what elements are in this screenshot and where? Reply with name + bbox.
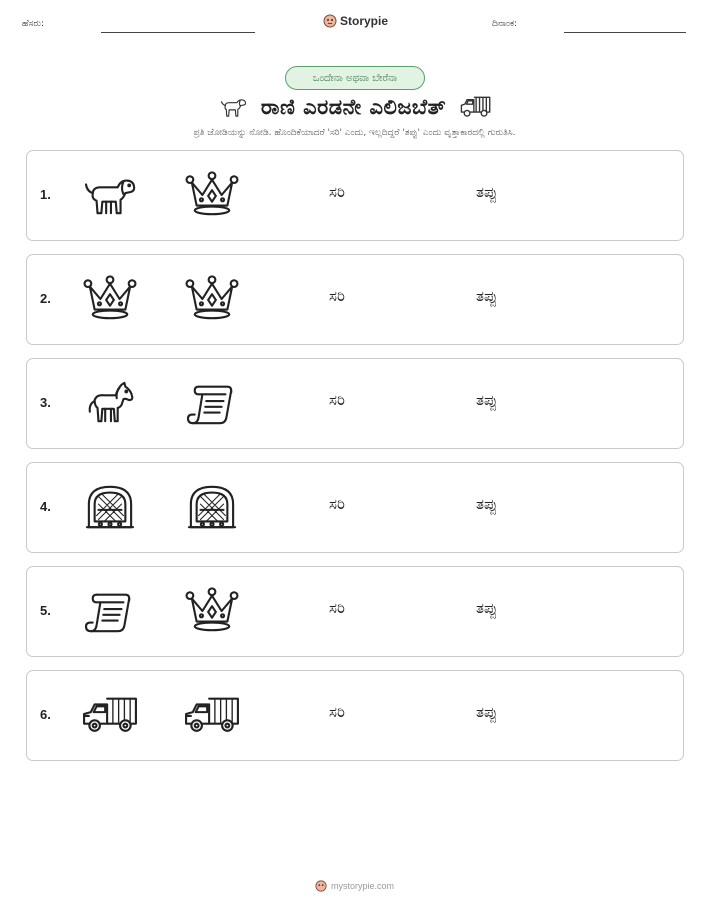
footer [0, 880, 709, 892]
activity-badge: ಒಂದೇನಾ ಅಥವಾ ಬೇರೆನಾ [285, 66, 425, 90]
same-option[interactable]: ಸರಿ [329, 495, 345, 513]
pair-row-6 [26, 670, 684, 761]
truck-icon [183, 691, 241, 739]
dog-icon [217, 95, 249, 119]
brand-name: Storypie [340, 14, 389, 28]
instructions: ಪ್ರತಿ ಜೋಡಿಯನ್ನು ನೋಡಿ. ಹೊಂದಿಕೆಯಾದರೆ 'ಸರಿ' ಎಂದು, ಇಲ್ಲದಿದ್ದರೆ 'ತಪ್ಪು' ಎಂದು ವೃತ್ತಾಕಾರದಲ್ಲಿ ಗುರುತಿಸಿ. [193, 128, 516, 138]
same-option[interactable]: ಸರಿ [329, 287, 345, 305]
row-number: 4. [40, 499, 51, 514]
different-option[interactable]: ತಪ್ಪು [476, 495, 498, 513]
radio-icon [81, 483, 139, 531]
different-option[interactable]: ತಪ್ಪು [476, 183, 498, 201]
horse-icon [81, 379, 139, 427]
pair-row-3 [26, 358, 684, 449]
row-number: 6. [40, 707, 51, 722]
row-number: 2. [40, 291, 51, 306]
storypie-mascot-icon [323, 14, 337, 28]
different-option[interactable]: ತಪ್ಪು [476, 287, 498, 305]
same-option[interactable]: ಸರಿ [329, 703, 345, 721]
radio-icon [183, 483, 241, 531]
date-label: ದಿನಾಂಕ: [492, 19, 518, 29]
dog-icon [81, 171, 139, 219]
pair-row-4 [26, 462, 684, 553]
pair-row-1 [26, 150, 684, 241]
title-row [0, 92, 709, 122]
footer-url: mystorypie.com [330, 881, 394, 891]
scroll-icon [183, 379, 241, 427]
scroll-icon [81, 587, 139, 635]
truck-icon [81, 691, 139, 739]
different-option[interactable]: ತಪ್ಪು [476, 391, 498, 409]
storypie-mascot-icon [315, 880, 327, 892]
name-label: ಹೆಸರು: [22, 19, 45, 29]
worksheet-header [0, 0, 709, 40]
worksheet-title: ರಾಣಿ ಎರಡನೇ ಎಲಿಜಬೆತ್ [260, 94, 447, 119]
same-option[interactable]: ಸರಿ [329, 183, 345, 201]
different-option[interactable]: ತಪ್ಪು [476, 703, 498, 721]
same-option[interactable]: ಸರಿ [329, 391, 345, 409]
pair-row-5 [26, 566, 684, 657]
same-option[interactable]: ಸರಿ [329, 599, 345, 617]
name-field[interactable] [101, 32, 255, 33]
row-number: 5. [40, 603, 51, 618]
crown-icon [183, 587, 241, 635]
crown-icon [183, 171, 241, 219]
different-option[interactable]: ತಪ್ಪು [476, 599, 498, 617]
crown-icon [81, 275, 139, 323]
brand-logo [323, 14, 388, 28]
row-number: 1. [40, 187, 51, 202]
date-field[interactable] [564, 32, 686, 33]
crown-icon [183, 275, 241, 323]
pair-row-2 [26, 254, 684, 345]
row-number: 3. [40, 395, 51, 410]
truck-icon [458, 95, 492, 119]
